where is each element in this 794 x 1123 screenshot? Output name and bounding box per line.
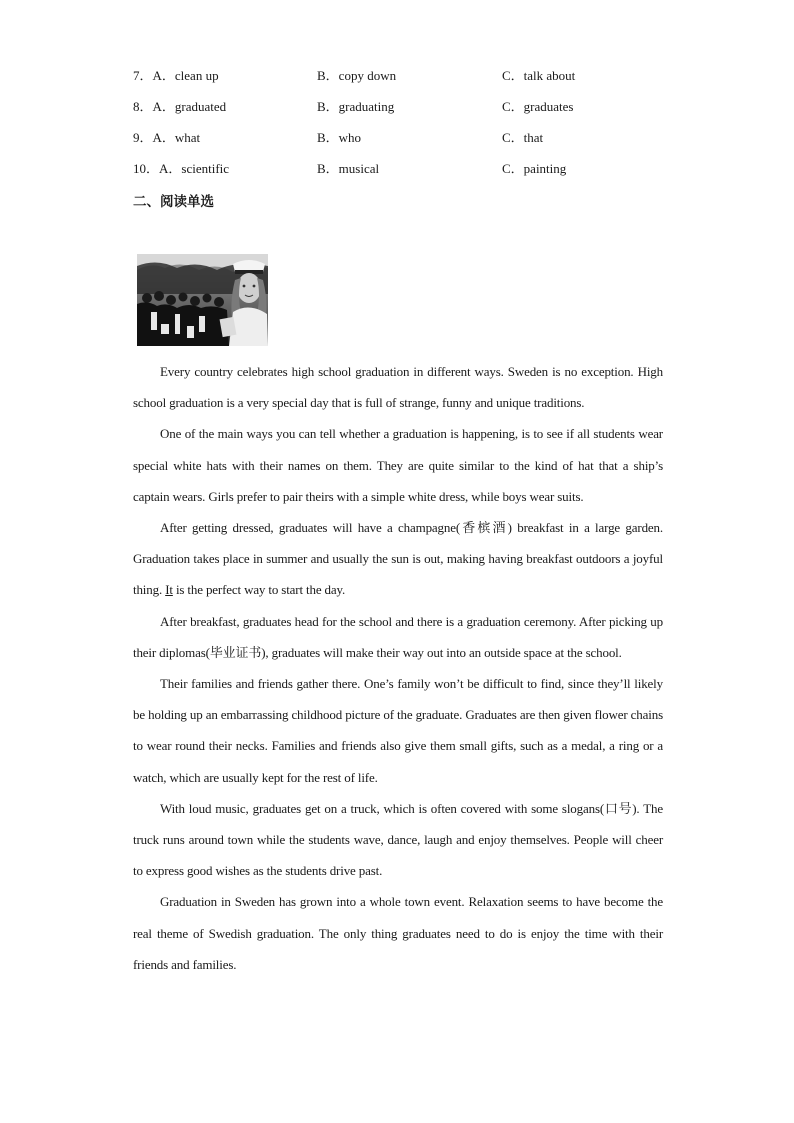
- paragraph-text: is the perfect way to start the day.: [172, 582, 346, 598]
- option-a[interactable]: [133, 157, 229, 181]
- paragraph: Graduation in Sweden has grown into a whole town event. Relaxation seems to have become the real theme of Swedish graduation. The only thing graduates need to do is enjoy the time with their friends and families.: [133, 894, 663, 972]
- paragraph: Their families and friends gather there. One’s family won’t be difficult to find, since they’ll likely be holding up an embarrassing childhood picture of the graduate. Graduates are then given flower chains to wear round their necks. Families and friends also give them small gifts, such as a medal, a ring or a watch, which are usually kept for the rest of life.: [133, 676, 663, 785]
- question-number: 9．A．: [133, 130, 175, 145]
- question-number: 8．A．: [133, 99, 175, 114]
- option-a[interactable]: [133, 95, 226, 119]
- paragraph: One of the main ways you can tell whether a graduation is happening, is to see if all students wear special white hats with their names on them. They are quite similar to the kind of hat that a ship’s captain wears. Girls prefer to pair theirs with a simple white dress, while boys wear suits.: [133, 426, 663, 504]
- option-a-text: what: [174, 130, 201, 145]
- option-a-text: scientific: [181, 161, 230, 176]
- question-number: 7．A．: [133, 68, 175, 83]
- paragraph: After breakfast, graduates head for the school and there is a graduation ceremony. After picking up their diplomas(毕业证书), graduates will make their way out into an outside space at the school.: [133, 613, 663, 660]
- option-b[interactable]: B．musical: [317, 161, 380, 176]
- option-c[interactable]: C．painting: [502, 161, 567, 176]
- option-c[interactable]: C．that: [502, 130, 544, 145]
- paragraph-text: After getting dressed, graduates will have a champagne(香槟酒) breakfast in a large garden. Graduation takes place in summer and usually the sun is out, making having breakfast outdoors a joyful thing.: [133, 520, 663, 598]
- option-b[interactable]: B．who: [317, 130, 362, 145]
- option-row-9: [133, 126, 693, 157]
- option-b[interactable]: B．copy down: [317, 68, 397, 83]
- option-row-8: [133, 95, 693, 126]
- paragraph: With loud music, graduates get on a truck, which is often covered with some slogans(口号). The truck runs around town while the students wave, dance, laugh and enjoy themselves. People will cheer to express good wishes as the students drive past.: [133, 800, 663, 879]
- paragraph: [133, 512, 663, 606]
- option-c[interactable]: C．talk about: [502, 68, 576, 83]
- option-row-10: [133, 157, 693, 188]
- option-a[interactable]: [133, 64, 219, 88]
- option-b[interactable]: B．graduating: [317, 99, 395, 114]
- underlined-word: It: [165, 582, 173, 598]
- option-row-7: [133, 64, 693, 95]
- option-a-text: graduated: [174, 99, 227, 114]
- option-a[interactable]: [133, 126, 200, 150]
- reading-passage: [133, 356, 663, 980]
- answer-options: [133, 64, 693, 188]
- option-a-text: clean up: [174, 68, 219, 83]
- graduation-photo: [137, 254, 268, 346]
- question-number: 10．A．: [133, 161, 182, 176]
- option-c[interactable]: C．graduates: [502, 99, 574, 114]
- paragraph: Every country celebrates high school graduation in different ways. Sweden is no exception. High school graduation is a very special day that is full of strange, funny and unique traditions.: [133, 364, 663, 411]
- section-title: 二、阅读单选: [133, 194, 214, 210]
